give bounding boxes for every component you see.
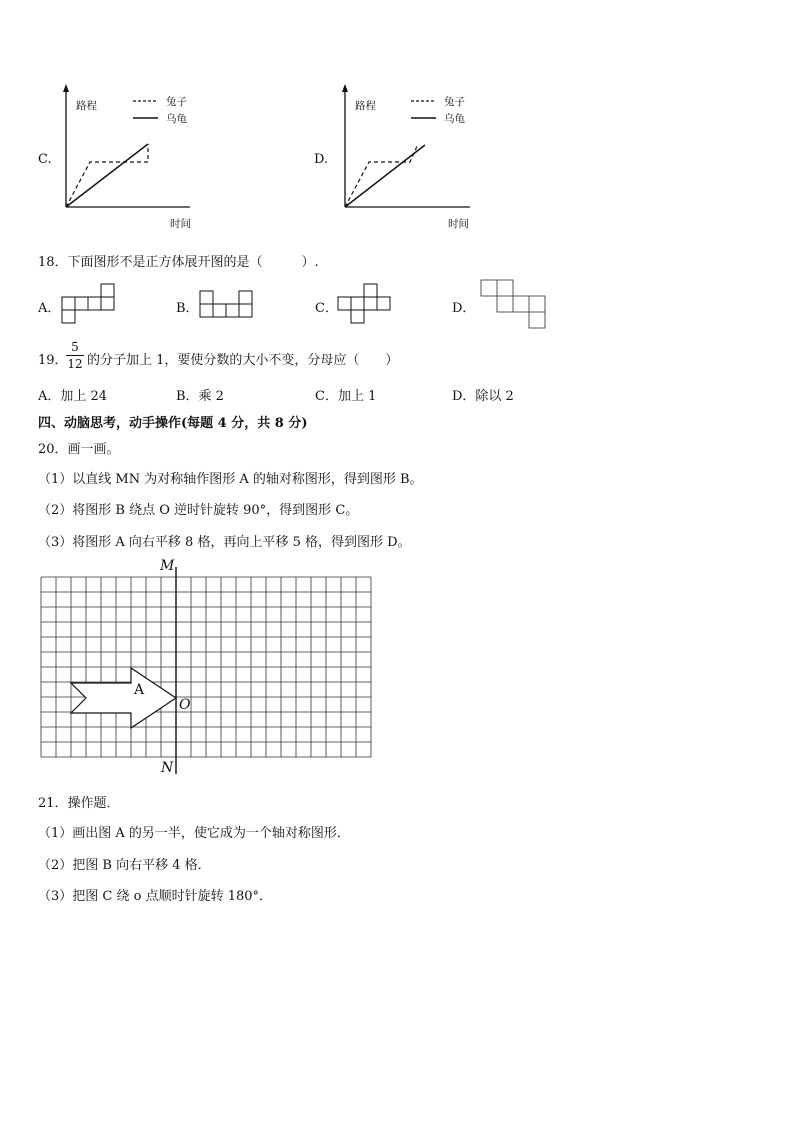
q20-sub2: （2）将图形 B 绕点 O 逆时针旋转 90°，得到图形 C。: [38, 503, 359, 518]
q20-sub3: （3）将图形 A 向右平移 8 格，再向上平移 5 格，得到图形 D。: [38, 535, 411, 550]
label-n: N: [161, 760, 174, 776]
q19-option-b: B．乘 2: [176, 389, 224, 404]
q21-sub1: （1）画出图 A 的另一半，使它成为一个轴对称图形．: [38, 826, 350, 841]
q18-stem: 下面图形不是正方体展开图的是（ ）.: [67, 255, 319, 270]
shape-a-label: A: [134, 682, 145, 698]
q18-option-d-label: D．: [452, 301, 476, 316]
q18-option-b-label: B．: [176, 301, 199, 316]
q21-sub3: （3）把图 C 绕 o 点顺时针旋转 180°．: [38, 889, 273, 904]
legend-turtle-d: 乌龟: [444, 113, 465, 125]
legend-rabbit-d: 兔子: [444, 96, 465, 108]
q21-sub2: （2）把图 B 向右平移 4 格．: [38, 858, 211, 873]
y-axis-label-d: 路程: [355, 100, 376, 112]
x-axis-label-c: 时间: [170, 218, 191, 230]
q18-option-a-label: A．: [38, 301, 61, 316]
legend-turtle-c: 乌龟: [166, 113, 187, 125]
fraction-denominator: 12: [67, 357, 83, 371]
y-axis-label-c: 路程: [76, 100, 97, 112]
q20-number: 20．: [38, 442, 68, 457]
x-axis-label-d: 时间: [448, 218, 469, 230]
q20-stem: 画一画。: [67, 442, 120, 457]
grid-lines: [41, 577, 371, 757]
q21-question: [38, 792, 120, 811]
shape-a: [71, 668, 176, 728]
legend-rabbit-c: 兔子: [166, 96, 187, 108]
fraction-numerator: 5: [71, 340, 79, 354]
q21-stem: 操作题．: [67, 796, 120, 811]
label-m: M: [160, 558, 175, 574]
q19-option-a: A．加上 24: [38, 389, 108, 404]
q19-option-c: C．加上 1: [315, 389, 377, 404]
q19-number: 19．: [38, 353, 68, 368]
q19-option-d: D．除以 2: [452, 389, 514, 404]
q18-number: 18．: [38, 255, 68, 270]
q18-option-c-label: C．: [315, 301, 338, 316]
q20-sub1: （1）以直线 MN 为对称轴作图形 A 的轴对称图形，得到图形 B。: [38, 472, 423, 487]
section-heading: 四、动脑思考，动手操作(每题 4 分，共 8 分): [38, 416, 308, 431]
option-d-label: D.: [314, 152, 329, 167]
q19-stem: 的分子加上 1，要使分数的大小不变，分母应（ ）: [87, 353, 399, 368]
q21-number: 21．: [38, 796, 68, 811]
label-o: O: [179, 697, 191, 713]
option-c-label: C.: [38, 152, 52, 167]
